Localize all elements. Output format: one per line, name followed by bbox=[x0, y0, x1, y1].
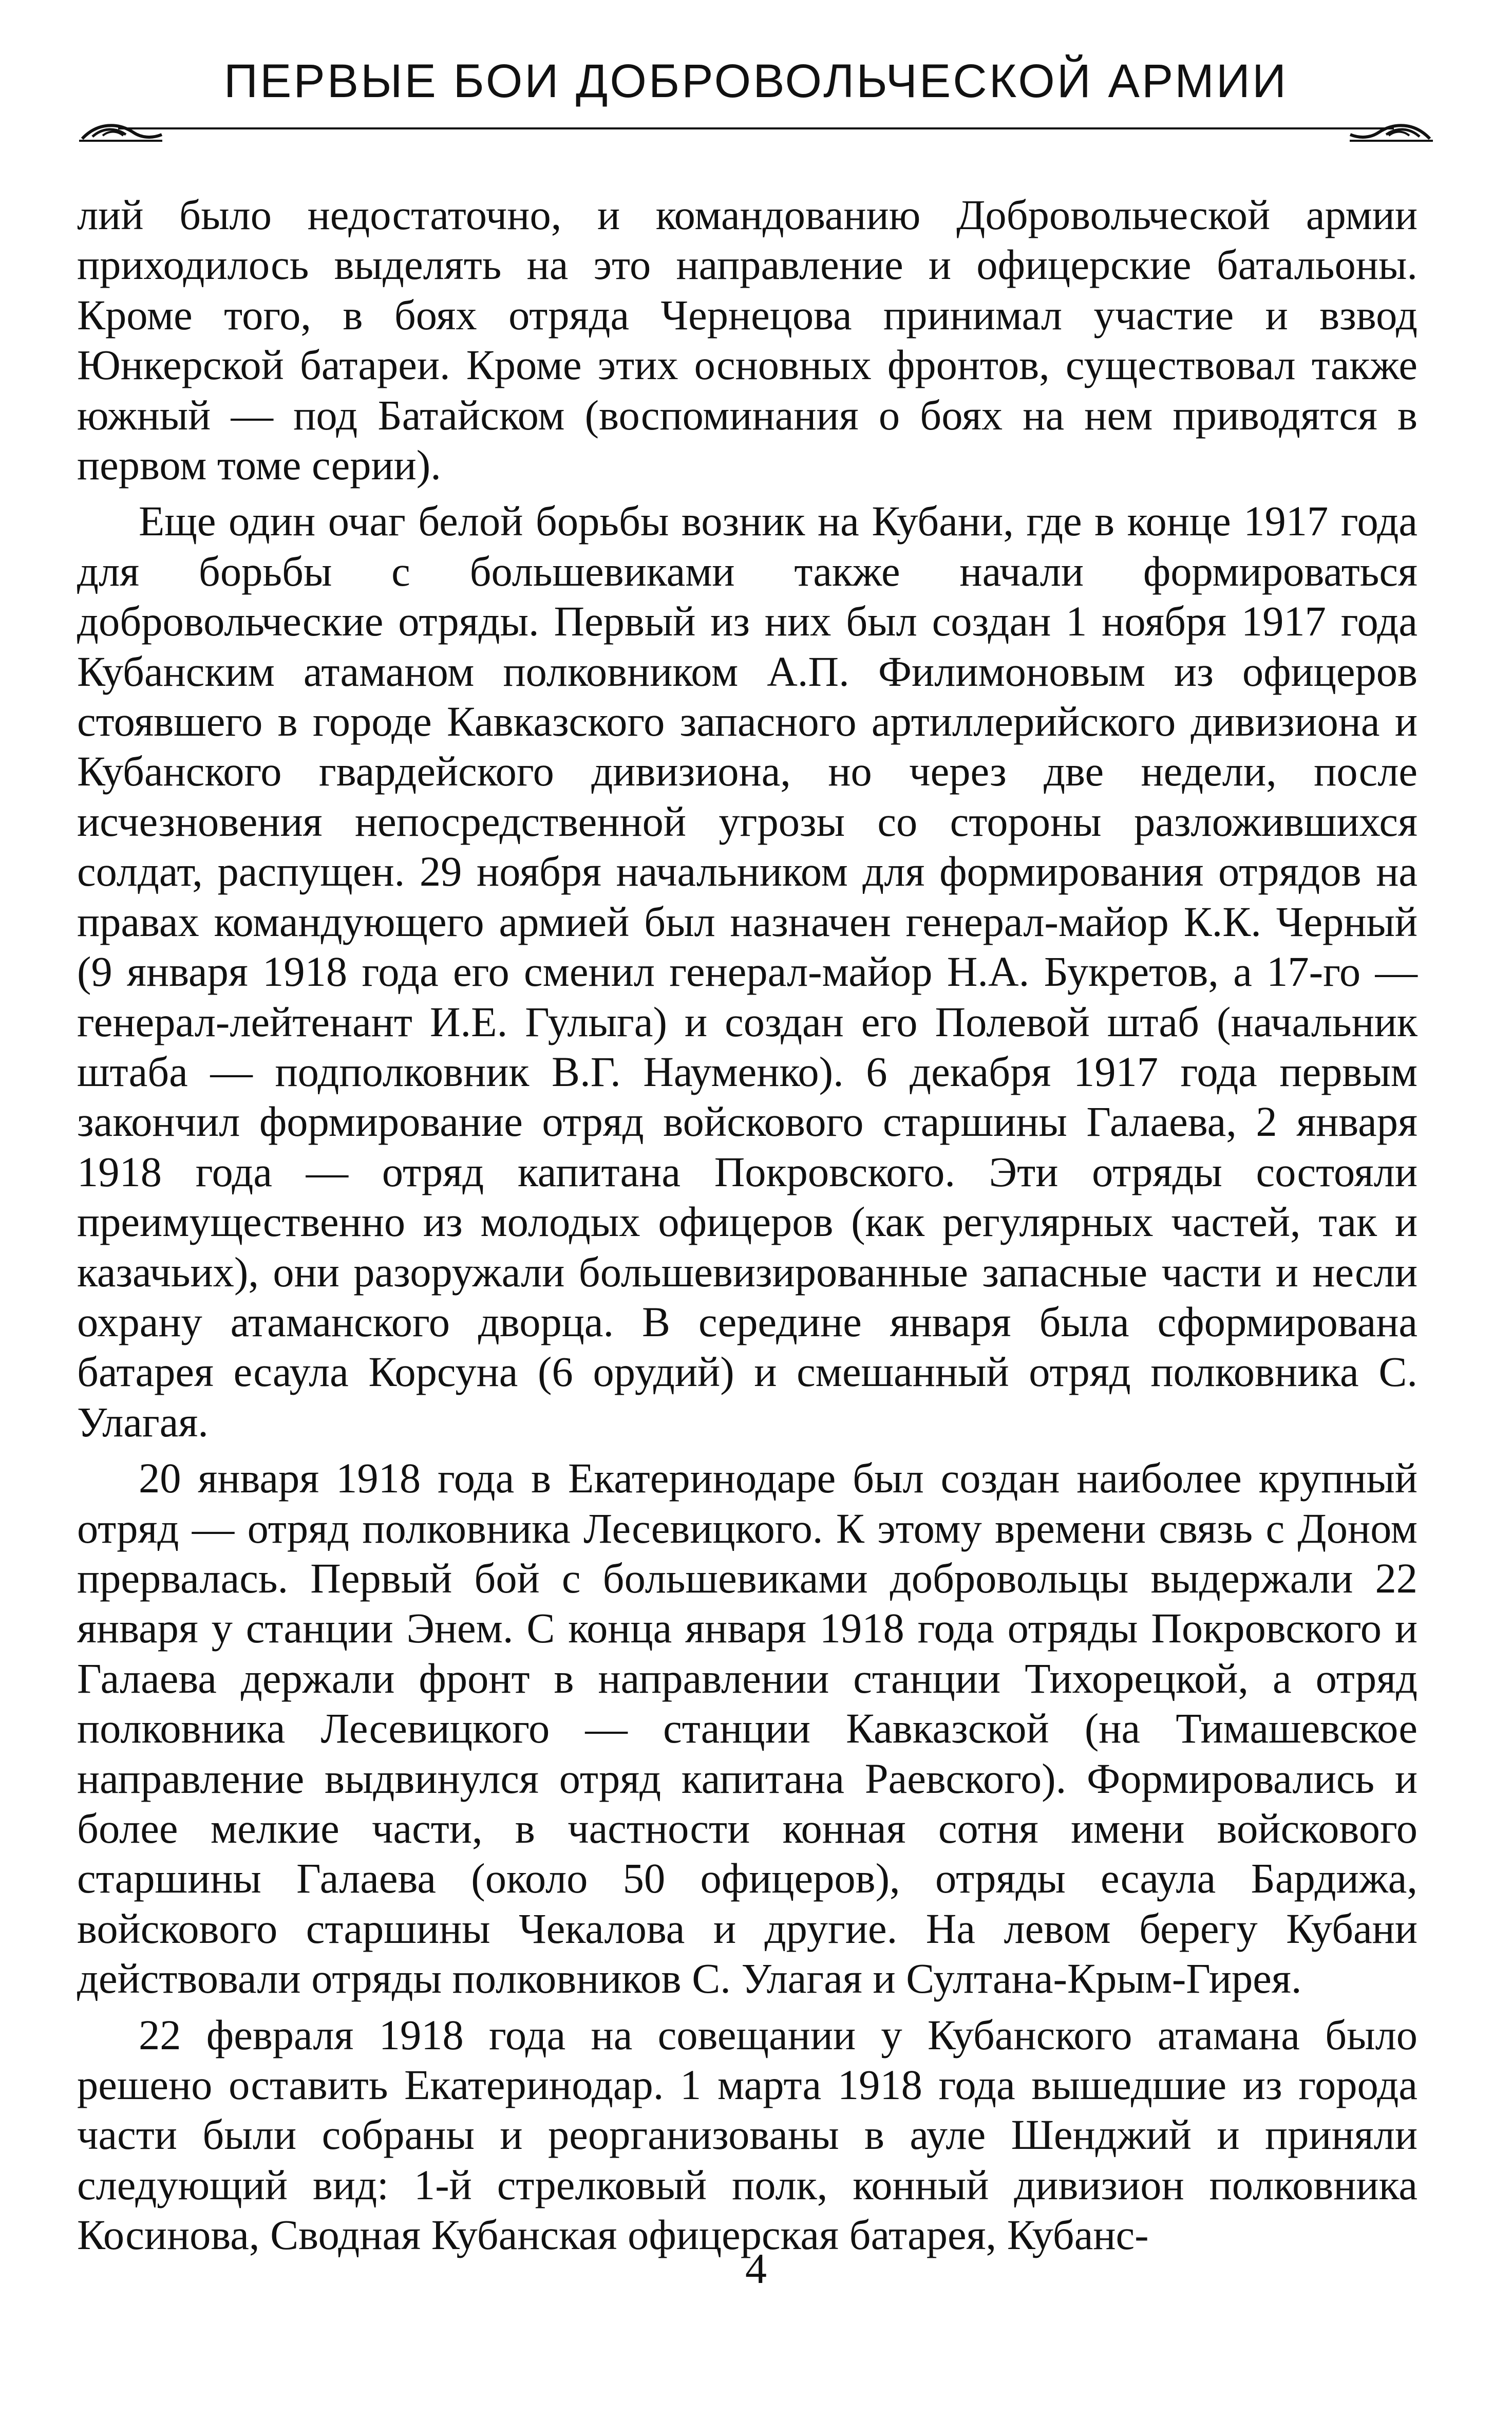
page-number: 4 bbox=[745, 2245, 767, 2293]
flourish-ornament-right-icon bbox=[1348, 112, 1435, 148]
header-rule bbox=[118, 127, 1394, 129]
paragraph: Еще один очаг белой борьбы возник на Кубани, где в конце 1917 года для борьбы с большевиками также начали формироваться добровольческие отряды. Первый из них был создан 1 ноября 1917 года Кубанским атаманом полковником А.П. Филимоновым из офицеров стоявшего в городе Кавказского запасного артиллерийского дивизиона и Кубанского гвардейского дивизиона, но через две недели, после исчезновения непосредственной угрозы со стороны разложившихся солдат, распущен. 29 ноября начальником для формирования отрядов на правах командующего армией был назначен генерал-майор К.К. Черный (9 января 1918 года его сменил генерал-майор Н.А. Букретов, а 17-го — генерал-лейтенант И.Е. Гулыга) и создан его Полевой штаб (начальник штаба — подполковник В.Г. Науменко). 6 декабря 1917 года первым закончил формирование отряд войскового старшины Галаева, 2 января 1918 года — отряд капитана Покровского. Эти отряды состояли преимущественно из молодых офицеров (как регулярных частей, так и казачьих), они разоружали большевизированные запасные части и несли охрану атаманского дворца. В середине января была сформирована батарея есаула Корсуна (6 орудий) и смешанный отряд полковника С. Улагая. bbox=[77, 497, 1418, 1446]
body-text bbox=[77, 190, 1418, 2260]
paragraph: 22 февраля 1918 года на совещании у Кубанского атамана было решено оставить Екатеринодар. 1 марта 1918 года вышедшие из города части были собраны и реорганизованы в ауле Шенджий и приняли следующий вид: 1-й стрелковый полк, конный дивизион полковника Косинова, Сводная Кубанская офицерская батарея, Кубанс- bbox=[77, 2011, 1418, 2259]
paragraph: 20 января 1918 года в Екатеринодаре был создан наиболее крупный отряд — отряд полковника Лесевицкого. К этому времени связь с Доном прервалась. Первый бой с большевиками добровольцы выдержали 22 января у станции Энем. С конца января 1918 года отряды Покровского и Галаева держали фронт в направлении станции Тихорецкой, а отряд полковника Лесевицкого — станции Кавказской (на Тимашевское направление выдвинулся отряд капитана Раевского). Формировались и более мелкие части, в частности конная сотня имени войскового старшины Галаева (около 50 офицеров), отряды есаула Бардижа, войскового старшины Чекалова и другие. На левом берегу Кубани действовали отряды полковников С. Улагая и Султана-Крым-Гирея. bbox=[77, 1454, 1418, 2002]
running-header bbox=[77, 51, 1435, 159]
flourish-ornament-left-icon bbox=[77, 112, 164, 148]
paragraph-continued: лий было недостаточно, и командованию Добровольческой армии приходилось выделять на это направление и офицерские батальоны. Кроме того, в боях отряда Чернецова принимал участие и взвод Юнкерской батареи. Кроме этих основных фронтов, существовал также южный — под Батайском (воспоминания о боях на нем приводятся в первом томе серии). bbox=[77, 191, 1418, 489]
running-header-title: ПЕРВЫЕ БОИ ДОБРОВОЛЬЧЕСКОЙ АРМИИ bbox=[223, 55, 1289, 107]
